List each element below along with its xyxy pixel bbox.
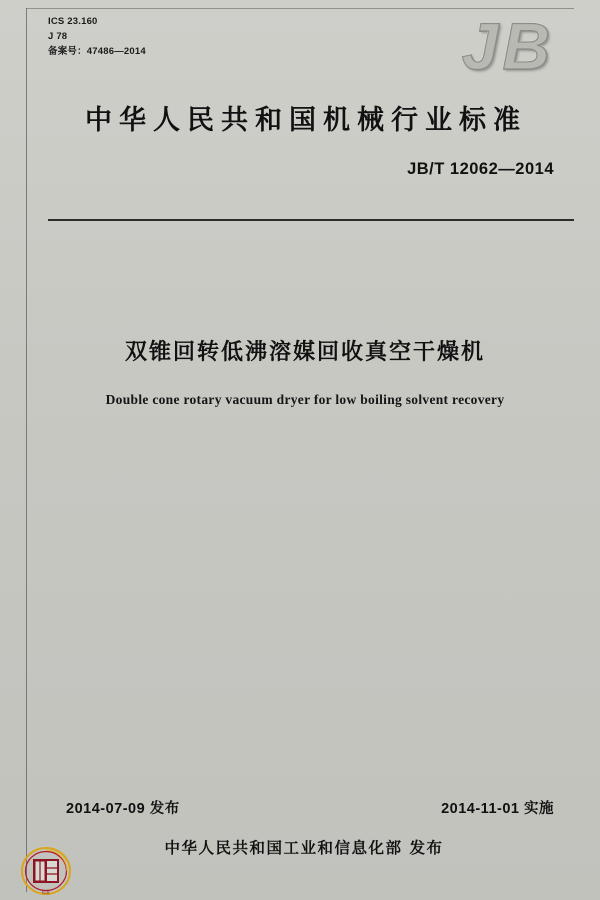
effective-date: 2014-11-01 实施	[441, 801, 554, 817]
issue-date: 2014-07-09 发布	[66, 801, 180, 817]
frame-left-border	[26, 8, 27, 892]
series-title: 中华人民共和国机械行业标准	[85, 105, 527, 136]
standard-number: JB/T 12062—2014	[407, 160, 554, 178]
document-title-english: Double cone rotary vacuum dryer for low boiling solvent recovery	[105, 392, 505, 407]
ics-code: ICS 23.160	[48, 16, 98, 27]
document-title-chinese: 双锥回转低沸溶媒回收真空干燥机	[124, 340, 485, 365]
header-meta-block	[48, 14, 146, 59]
jb-logo: JB	[461, 9, 554, 83]
ministry-seal-icon	[20, 846, 72, 896]
record-number: 备案号：47486—2014	[48, 46, 146, 57]
svg-text:标准: 标准	[42, 890, 50, 895]
horizontal-divider	[48, 219, 574, 221]
publisher-name: 中华人民共和国工业和信息化部 发布	[164, 839, 444, 857]
classification-code: J 78	[48, 31, 68, 42]
